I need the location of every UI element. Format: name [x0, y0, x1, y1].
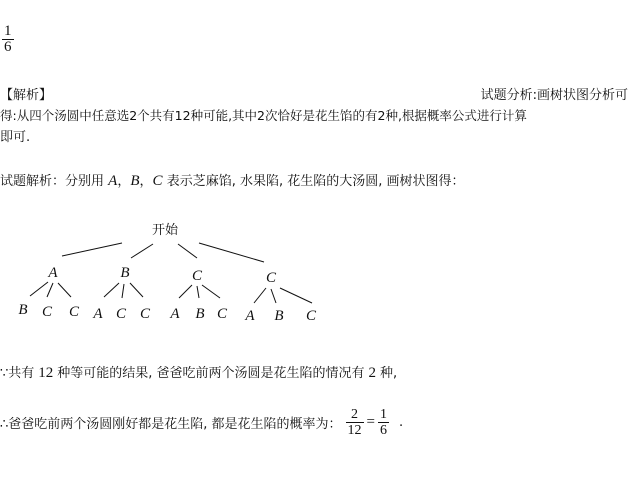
tree-node-level2: C — [216, 306, 228, 322]
tree-node-level2: B — [195, 306, 205, 322]
fraction2-numerator: 1 — [380, 406, 388, 422]
fraction1-denominator: 12 — [347, 422, 362, 438]
conclusion1-prefix: ∵共有 — [0, 366, 35, 381]
solution-intro-prefix: 试题解析：分别用 — [0, 174, 105, 189]
separator: ， — [117, 174, 131, 189]
tree-node-level2: C — [41, 304, 53, 320]
tree-node-level2: C — [139, 306, 151, 322]
letter-c: C — [152, 173, 163, 189]
solution-intro-suffix: 表示芝麻馅, 水果陷, 花生陷的大汤圆, 画树状图得： — [166, 174, 465, 189]
tree-edge — [104, 283, 119, 297]
conclusion2-end: . — [399, 414, 404, 430]
tree-edge — [47, 283, 53, 297]
answer-numerator: 1 — [4, 23, 12, 39]
tree-node-level2: A — [170, 306, 180, 322]
conclusion-line1 — [0, 362, 397, 382]
tree-node-level1: B — [120, 265, 130, 281]
tree-node-level2: B — [18, 302, 28, 318]
tree-root: 开始 — [151, 223, 179, 238]
tree-edge — [131, 244, 153, 258]
conclusion2-prefix: ∴爸爸吃前两个汤圆刚好都是花生陷, 都是花生陷的概率为： — [0, 416, 342, 432]
total-count: 12 — [38, 365, 54, 381]
separator: ， — [139, 174, 153, 189]
tree-node-level2: A — [245, 308, 255, 324]
tree-edge — [178, 244, 197, 258]
tree-node-level2: A — [93, 306, 103, 322]
equals-sign: = — [366, 413, 376, 430]
probability-fraction-1 — [346, 407, 364, 438]
answer-denominator: 6 — [4, 39, 12, 55]
conclusion-line2 — [0, 402, 403, 442]
analysis-heading: 【解析】 — [0, 88, 53, 103]
probability-fraction-2 — [378, 407, 389, 438]
tree-node-level1: C — [265, 270, 277, 286]
tree-edge — [280, 288, 312, 303]
tree-node-level2: B — [274, 308, 284, 324]
conclusion1-suffix: 种, — [380, 366, 398, 381]
tree-edge — [254, 288, 266, 303]
tree-edge — [271, 289, 276, 303]
tree-edge — [58, 283, 71, 297]
conclusion1-middle: 种等可能的结果, 爸爸吃前两个汤圆是花生陷的情况有 — [57, 366, 365, 381]
analysis-line1: 试题分析:画树状图分析可 — [480, 88, 628, 103]
tree-node-level2: C — [68, 304, 80, 320]
letter-a: A — [108, 173, 118, 189]
tree-edge — [130, 283, 143, 297]
letter-b: B — [130, 173, 140, 189]
tree-edge — [30, 282, 48, 296]
tree-edge — [122, 284, 124, 298]
fraction1-numerator: 2 — [351, 406, 359, 422]
favorable-count: 2 — [368, 365, 377, 381]
tree-node-level1: C — [191, 268, 203, 284]
tree-edge — [197, 286, 199, 298]
tree-edge — [199, 243, 264, 262]
analysis-line2: 得:从四个汤圆中任意选2个共有12种可能,其中2次恰好是花生馅的有2种,根据概率公式进行计算 — [0, 108, 527, 123]
tree-node-level2: C — [305, 308, 317, 324]
fraction2-denominator: 6 — [380, 422, 388, 438]
tree-edge — [202, 285, 220, 298]
tree-node-level2: C — [115, 306, 127, 322]
tree-edge — [179, 285, 192, 298]
tree-edge — [62, 243, 122, 256]
analysis-line3: 即可. — [0, 130, 31, 145]
tree-node-level1: A — [48, 265, 58, 281]
